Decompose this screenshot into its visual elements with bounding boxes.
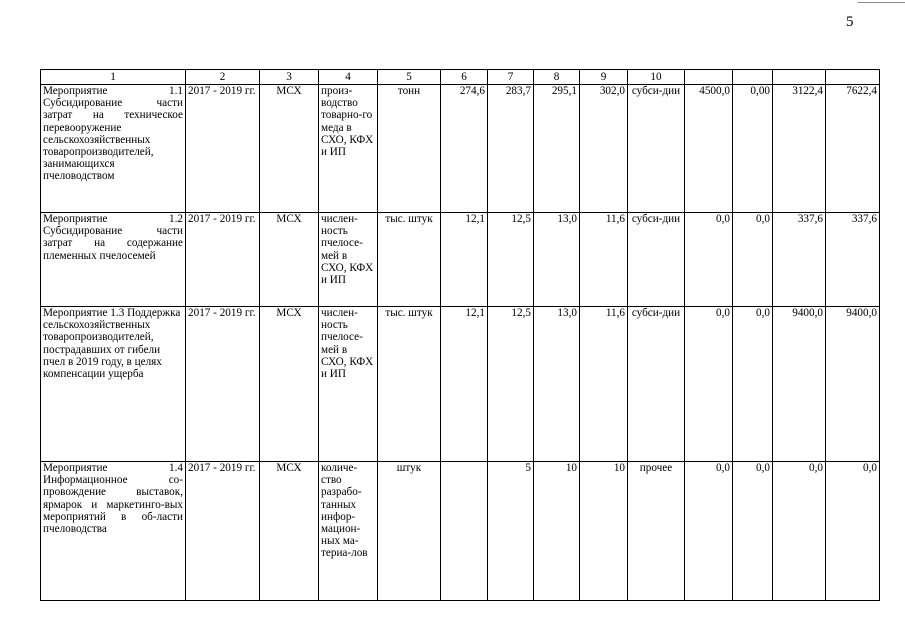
funding-col-11: 0,0 [685,307,733,462]
column-header-8: 8 [534,70,580,85]
funding-kind: субси-дии [628,213,685,307]
period: 2017 - 2019 гг. [186,213,260,307]
column-header-3: 3 [260,70,319,85]
funding-col-11: 4500,0 [685,85,733,213]
indicator: количе-ство разрабо-танных инфор-мацион-ных ма-териа-лов [319,462,378,601]
indicator: числен-ность пчелосе-мей в СХО, КФХ и ИП [319,213,378,307]
funding-col-14: 0,0 [826,462,880,601]
funding-col-14: 9400,0 [826,307,880,462]
value-col-6: 274,6 [441,85,488,213]
funding-col-12: 0,0 [733,213,773,307]
column-header-5: 5 [378,70,441,85]
funding-col-12: 0,00 [733,85,773,213]
value-col-7: 5 [488,462,534,601]
funding-col-13: 337,6 [773,213,826,307]
unit: тонн [378,85,441,213]
column-header-9: 9 [580,70,628,85]
funding-kind: прочее [628,462,685,601]
column-header-10: 10 [628,70,685,85]
period: 2017 - 2019 гг. [186,307,260,462]
unit: штук [378,462,441,601]
funding-col-13: 3122,4 [773,85,826,213]
indicator: произ-водство товарно-го меда в СХО, КФХ и ИП [319,85,378,213]
period: 2017 - 2019 гг. [186,85,260,213]
funding-col-12: 0,0 [733,462,773,601]
funding-col-11: 0,0 [685,213,733,307]
table-row [41,85,880,213]
value-col-8: 295,1 [534,85,580,213]
value-col-9: 11,6 [580,213,628,307]
measure-name: Мероприятие 1.1 Субсидирование части затрат на техническое перевооружение сельскохозяйственных товаропроизводителей, занимающихся пчеловодством [41,85,186,213]
measure-name: Мероприятие 1.4 Информационное со-провождение выставок, ярмарок и маркетинго-вых мероприятий в об-ласти пчеловодства [41,462,186,601]
funding-col-14: 7622,4 [826,85,880,213]
executor: МСХ [260,307,319,462]
column-header-11 [685,70,733,85]
period: 2017 - 2019 гг. [186,462,260,601]
value-col-6 [441,462,488,601]
funding-col-13: 9400,0 [773,307,826,462]
column-header-14 [826,70,880,85]
value-col-9: 10 [580,462,628,601]
column-header-2: 2 [186,70,260,85]
top-edge-rule [858,2,905,3]
column-header-4: 4 [319,70,378,85]
column-header-13 [773,70,826,85]
header-row [41,70,880,85]
value-col-8: 10 [534,462,580,601]
value-col-8: 13,0 [534,213,580,307]
measure-name: Мероприятие 1.3 Поддержка сельскохозяйственных товаропроизводителей, пострадавших от гибели пчел в 2019 году, в целях компенсации ущерба [41,307,186,462]
funding-col-12: 0,0 [733,307,773,462]
unit: тыс. штук [378,213,441,307]
funding-col-14: 337,6 [826,213,880,307]
executor: МСХ [260,462,319,601]
value-col-7: 12,5 [488,307,534,462]
table-row [41,307,880,462]
value-col-6: 12,1 [441,213,488,307]
indicator: числен-ность пчелосе-мей в СХО, КФХ и ИП [319,307,378,462]
funding-kind: субси-дии [628,85,685,213]
column-header-12 [733,70,773,85]
column-header-6: 6 [441,70,488,85]
executor: МСХ [260,85,319,213]
value-col-9: 302,0 [580,85,628,213]
funding-col-11: 0,0 [685,462,733,601]
column-header-1: 1 [41,70,186,85]
funding-col-13: 0,0 [773,462,826,601]
program-measures-table [40,69,880,601]
funding-kind: субси-дии [628,307,685,462]
value-col-9: 11,6 [580,307,628,462]
executor: МСХ [260,213,319,307]
measure-name: Мероприятие 1.2 Субсидирование части затрат на содержание племенных пчелосемей [41,213,186,307]
value-col-7: 12,5 [488,213,534,307]
value-col-6: 12,1 [441,307,488,462]
value-col-7: 283,7 [488,85,534,213]
unit: тыс. штук [378,307,441,462]
page-number: 5 [846,14,854,30]
column-header-7: 7 [488,70,534,85]
value-col-8: 13,0 [534,307,580,462]
table-row [41,462,880,601]
table-row [41,213,880,307]
